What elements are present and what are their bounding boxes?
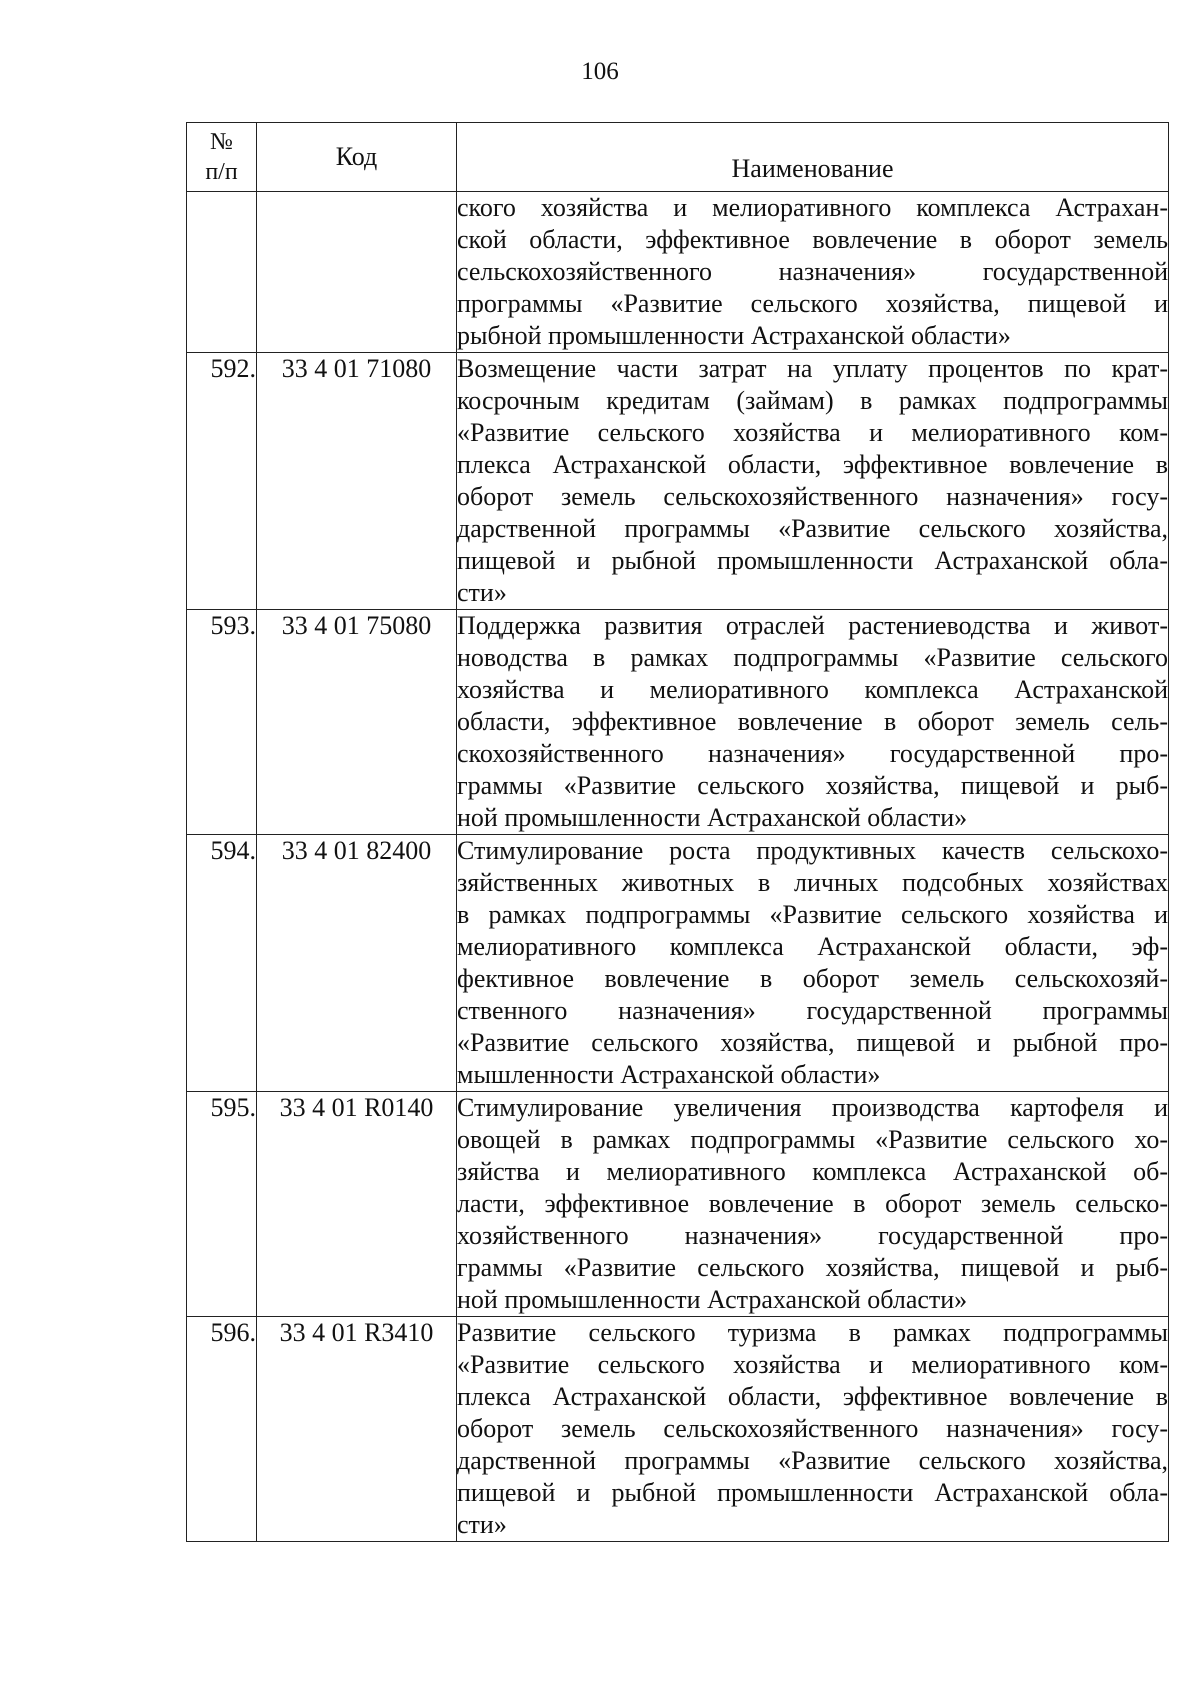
table-row — [187, 1092, 1169, 1317]
header-number-symbol: № — [210, 129, 233, 155]
header-name-label: Наименование — [731, 154, 894, 183]
table-row — [187, 610, 1169, 835]
description-line: ской области, эффективное вовлечение в оборот земель — [457, 225, 1168, 254]
header-number-abbrev: п/п — [205, 159, 238, 185]
description-line: косрочным кредитам (займам) в рамках подпрограммы — [457, 386, 1168, 415]
description-line: Поддержка развития отраслей растениеводства и живот- — [457, 611, 1168, 640]
row-code: 33 4 01 82400 — [257, 835, 457, 1092]
description-line: оборот земель сельскохозяйственного назначения» госу- — [457, 482, 1168, 511]
description-line: дарственной программы «Развитие сельского хозяйства, — [457, 1446, 1168, 1475]
description-line: Стимулирование роста продуктивных качеств сельскохо- — [457, 836, 1168, 865]
description-line: граммы «Развитие сельского хозяйства, пищевой и рыб- — [457, 771, 1168, 800]
row-description — [457, 353, 1169, 610]
table-body — [187, 192, 1169, 1542]
header-code-label: Код — [335, 142, 378, 171]
description-line: мелиоративного комплекса Астраханской области, эф- — [457, 932, 1168, 961]
row-description — [457, 835, 1169, 1092]
description-line: пищевой и рыбной промышленности Астраханской обла- — [457, 1478, 1168, 1507]
description-line: дарственной программы «Развитие сельского хозяйства, — [457, 514, 1168, 543]
description-line: ственного назначения» государственной программы — [457, 996, 1168, 1025]
budget-code-table — [186, 122, 1169, 1542]
table-row — [187, 353, 1169, 610]
row-code — [257, 192, 457, 353]
row-description — [457, 192, 1169, 353]
description-line: новодства в рамках подпрограммы «Развитие сельского — [457, 643, 1168, 672]
description-line: сти» — [457, 578, 507, 607]
page-number: 106 — [581, 58, 619, 85]
row-code: 33 4 01 71080 — [257, 353, 457, 610]
description-line: плекса Астраханской области, эффективное вовлечение в — [457, 450, 1168, 479]
description-line: рыбной промышленности Астраханской области» — [457, 321, 1011, 350]
header-number — [187, 123, 257, 192]
row-number: 594. — [187, 835, 257, 1092]
description-line: фективное вовлечение в оборот земель сельскохозяй- — [457, 964, 1168, 993]
description-line: области, эффективное вовлечение в оборот земель сель- — [457, 707, 1168, 736]
description-line: Возмещение части затрат на уплату процентов по крат- — [457, 354, 1168, 383]
description-line: «Развитие сельского хозяйства и мелиоративного ком- — [457, 418, 1168, 447]
description-line: ласти, эффективное вовлечение в оборот земель сельско- — [457, 1189, 1168, 1218]
description-line: сти» — [457, 1510, 507, 1539]
description-line: овощей в рамках подпрограммы «Развитие сельского хо- — [457, 1125, 1168, 1154]
description-line: пищевой и рыбной промышленности Астраханской обла- — [457, 546, 1168, 575]
description-line: ной промышленности Астраханской области» — [457, 803, 968, 832]
description-line: программы «Развитие сельского хозяйства, пищевой и — [457, 289, 1168, 318]
row-number: 592. — [187, 353, 257, 610]
row-number — [187, 192, 257, 353]
description-line: «Развитие сельского хозяйства, пищевой и рыбной про- — [457, 1028, 1168, 1057]
row-description — [457, 610, 1169, 835]
description-line: зяйства и мелиоративного комплекса Астраханской об- — [457, 1157, 1168, 1186]
row-number: 596. — [187, 1317, 257, 1542]
description-line: ского хозяйства и мелиоративного комплекса Астрахан- — [457, 193, 1168, 222]
description-line: сельскохозяйственного назначения» государственной — [457, 257, 1168, 286]
row-description — [457, 1317, 1169, 1542]
row-code: 33 4 01 75080 — [257, 610, 457, 835]
row-code: 33 4 01 R3410 — [257, 1317, 457, 1542]
description-line: скохозяйственного назначения» государственной про- — [457, 739, 1168, 768]
row-code: 33 4 01 R0140 — [257, 1092, 457, 1317]
header-code — [257, 123, 457, 192]
header-name — [457, 123, 1169, 192]
description-line: Развитие сельского туризма в рамках подпрограммы — [457, 1318, 1168, 1347]
description-line: «Развитие сельского хозяйства и мелиоративного ком- — [457, 1350, 1168, 1379]
row-number: 593. — [187, 610, 257, 835]
table-header-row — [187, 123, 1169, 192]
description-line: граммы «Развитие сельского хозяйства, пищевой и рыб- — [457, 1253, 1168, 1282]
row-number: 595. — [187, 1092, 257, 1317]
table-row — [187, 835, 1169, 1092]
table-row — [187, 192, 1169, 353]
description-line: зяйственных животных в личных подсобных хозяйствах — [457, 868, 1168, 897]
table-row — [187, 1317, 1169, 1542]
description-line: хозяйства и мелиоративного комплекса Астраханской — [457, 675, 1168, 704]
description-line: плекса Астраханской области, эффективное вовлечение в — [457, 1382, 1168, 1411]
description-line: Стимулирование увеличения производства картофеля и — [457, 1093, 1168, 1122]
description-line: ной промышленности Астраханской области» — [457, 1285, 968, 1314]
description-line: в рамках подпрограммы «Развитие сельского хозяйства и — [457, 900, 1168, 929]
description-line: мышленности Астраханской области» — [457, 1060, 881, 1089]
description-line: оборот земель сельскохозяйственного назначения» госу- — [457, 1414, 1168, 1443]
description-line: хозяйственного назначения» государственной про- — [457, 1221, 1168, 1250]
row-description — [457, 1092, 1169, 1317]
